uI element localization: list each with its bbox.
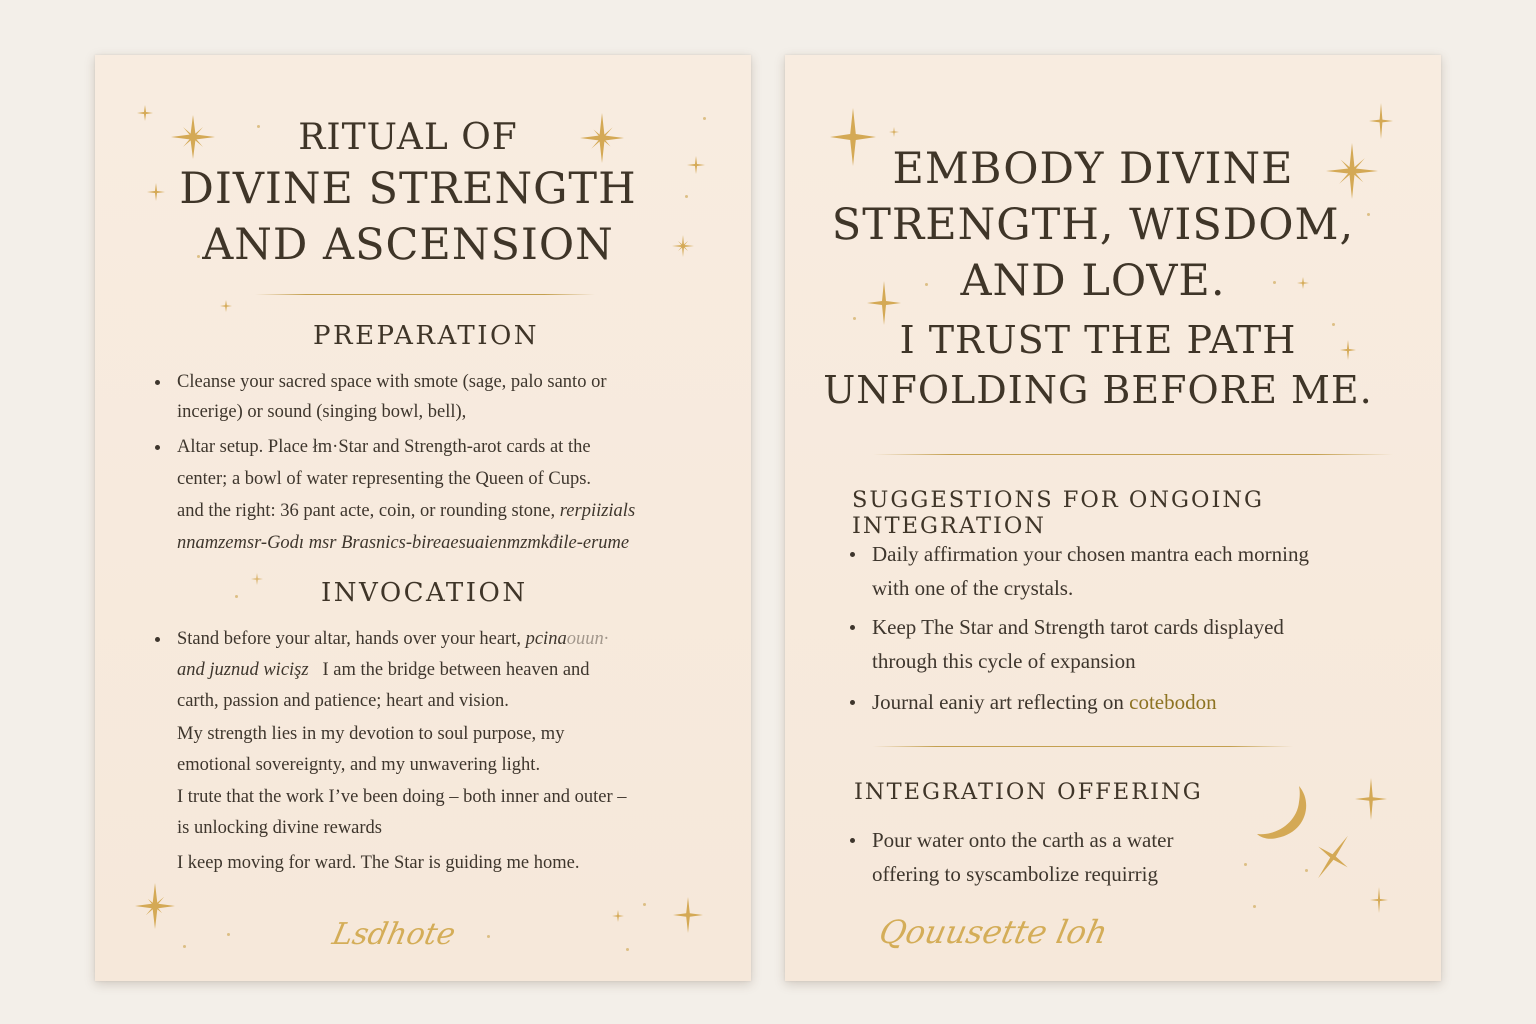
list-item-line: offering to syscambolize requirrig [872, 862, 1158, 886]
sparkle-star-icon [867, 281, 901, 325]
sparkle-star-icon [1297, 277, 1309, 289]
sparkle-dot [853, 317, 856, 320]
list-item [850, 537, 1420, 605]
preparation-list [155, 367, 735, 559]
list-item-line: carth, passion and patience; heart and vision. [177, 691, 509, 711]
invocation-list [155, 624, 735, 717]
list-item-highlight: cotebodon [1129, 690, 1217, 714]
invocation-heading: INVOCATION [321, 578, 528, 608]
sparkle-star-icon [137, 105, 153, 121]
sparkle-dot [685, 195, 688, 198]
integration-heading: SUGGESTIONS FOR ONGOING INTEGRATION [852, 487, 1265, 539]
list-item [155, 367, 735, 427]
offering-heading: INTEGRATION OFFERING [854, 779, 1203, 805]
sparkle-star-icon [1326, 143, 1378, 199]
signature: Lsdhote [329, 917, 459, 952]
list-item-line: incerige) or sound (singing bowl, bell), [177, 402, 467, 422]
sparkle-dot [1305, 869, 1308, 872]
list-item-text: Stand before your altar, hands over your heart, [177, 629, 521, 649]
paragraph-line: emotional sovereignty, and my unwavering light. [177, 755, 541, 775]
sparkle-star-icon [147, 183, 165, 201]
affirmation-subtitle [785, 315, 1441, 415]
list-item-faded: ouun· [566, 629, 609, 649]
affirmation-subtitle-line-2: UNFOLDING BEFORE ME. [823, 368, 1373, 412]
ritual-title-line-1: RITUAL OF [298, 117, 518, 158]
list-item-line: with one of the crystals. [872, 576, 1074, 600]
list-item-line: center; a bowl of water representing the Queen of Cups. [177, 469, 592, 489]
invocation-paragraph [177, 782, 627, 844]
sparkle-dot [227, 933, 230, 936]
sparkle-dot [197, 255, 200, 258]
sparkle-dot [1332, 323, 1335, 326]
list-item [850, 685, 1420, 719]
affirmation-card-right [785, 55, 1441, 981]
list-item-text: I am the bridge between heaven and [322, 660, 590, 680]
title-divider [255, 294, 595, 295]
sparkle-star-icon [830, 108, 876, 166]
ritual-title-line-3: AND ASCENSION [202, 220, 614, 270]
sparkle-star-icon [1355, 778, 1387, 820]
sparkle-dot [925, 283, 928, 286]
affirmation-title-line-1: EMBODY DIVINE [892, 144, 1294, 194]
list-item-line [177, 655, 735, 686]
integration-divider [873, 746, 1293, 747]
list-item-line: Daily affirmation your chosen mantra each morning [872, 542, 1309, 566]
paragraph-line: I trute that the work I’ve been doing – both inner and outer – [177, 787, 627, 807]
sparkle-star-icon [673, 897, 703, 933]
list-item [850, 610, 1420, 678]
list-item-line [177, 624, 735, 655]
sparkle-dot [703, 117, 706, 120]
list-item-line: Keep The Star and Strength tarot cards displayed [872, 615, 1284, 639]
list-item-line: nnamzemsr-Godı msr Brasnics-bireaesuaienmzmkđile-erume [177, 533, 630, 553]
affirmation-title-line-2: STRENGTH, WISDOM, [831, 200, 1355, 250]
offering-list [850, 823, 1270, 891]
sparkle-star-icon [1340, 340, 1356, 360]
ritual-card-left [95, 55, 751, 981]
integration-list [850, 537, 1420, 719]
sparkle-dot [257, 125, 260, 128]
list-item-text: and the right: 36 pant acte, coin, or rounding stone, [177, 501, 556, 521]
sparkle-star-icon [687, 156, 705, 174]
list-item-line: Pour water onto the carth as a water [872, 828, 1174, 852]
sparkle-dot [183, 945, 186, 948]
sparkle-star-icon [580, 113, 624, 163]
paragraph-line: My strength lies in my devotion to soul purpose, my [177, 724, 565, 744]
sparkle-dot [1367, 213, 1370, 216]
list-item-line [177, 495, 735, 527]
affirmation-title-line-3: AND LOVE. [960, 256, 1226, 306]
sparkle-star-icon [672, 235, 694, 257]
invocation-paragraph [177, 719, 564, 781]
list-item-italic: and juznud wicişz [177, 660, 309, 680]
paragraph-line: I keep moving for ward. The Star is guiding me home. [177, 853, 580, 873]
sparkle-star-icon [1370, 887, 1388, 913]
preparation-heading: PREPARATION [313, 321, 540, 351]
sparkle-dot [1253, 905, 1256, 908]
list-item [155, 431, 735, 559]
list-item-italic: pcina [525, 629, 567, 649]
subtitle-divider [873, 454, 1393, 455]
sparkle-star-icon [889, 127, 899, 137]
list-item [850, 823, 1270, 891]
sparkle-star-icon [1369, 103, 1393, 139]
list-item-line [872, 685, 1420, 719]
sparkle-dot [626, 948, 629, 951]
sparkle-star-icon [251, 573, 263, 585]
sparkle-star-icon [612, 910, 624, 922]
list-item-italic: rerpiizials [559, 501, 636, 521]
ritual-title-line-2: DIVINE STRENGTH [179, 164, 637, 214]
sparkle-dot [643, 903, 646, 906]
sparkle-dot [1273, 281, 1276, 284]
list-item-text: Journal eaniy art reflecting on [872, 690, 1130, 714]
list-item-line: Altar setup. Place łm·Star and Strength-arot cards at the [177, 437, 591, 457]
list-item [155, 624, 735, 717]
list-item-line: through this cycle of expansion [872, 649, 1136, 673]
sparkle-dot [1244, 863, 1247, 866]
sparkle-star-icon [1315, 831, 1351, 883]
list-item-line: Cleanse your sacred space with smote (sage, palo santo or [177, 372, 607, 392]
invocation-paragraph [177, 848, 579, 879]
sparkle-star-icon [171, 115, 215, 159]
sparkle-dot [235, 595, 238, 598]
crescent-moon-icon [1255, 782, 1317, 844]
sparkle-dot [487, 935, 490, 938]
affirmation-subtitle-line-1: I TRUST THE PATH [899, 318, 1297, 362]
paragraph-line: is unlocking divine rewards [177, 818, 382, 838]
signature: Qouusette loh [875, 913, 1112, 951]
sparkle-star-icon [220, 300, 232, 312]
sparkle-star-icon [135, 883, 175, 929]
